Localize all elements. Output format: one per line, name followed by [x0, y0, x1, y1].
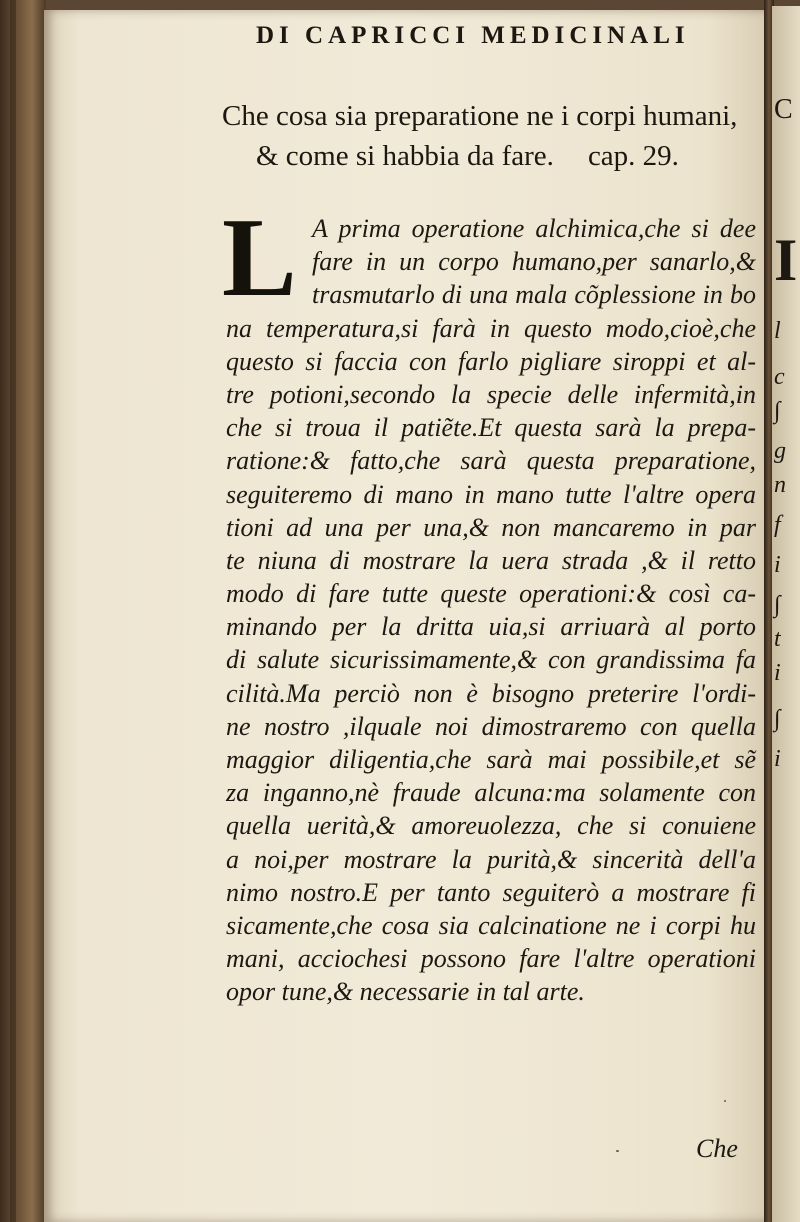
- running-head: DI CAPRICCI MEDICINALI: [256, 22, 690, 49]
- text-line: cilità.Ma perciò non è bisogno preterire l'ordi-: [226, 678, 756, 708]
- next-page-fragment: i: [774, 660, 781, 686]
- text-line: nimo nostro.E per tanto seguiterò a mostrare fi: [226, 877, 756, 907]
- body-text: [226, 212, 756, 1009]
- text-line: tre potioni,secondo la specie delle infermità,in: [226, 379, 756, 409]
- text-line: A prima operatione alchimica,che si dee: [312, 214, 756, 243]
- chapter-title-text: & come si habbia da fare.: [256, 140, 554, 172]
- text-line: questo si faccia con farlo pigliare siroppi et al-: [226, 346, 756, 376]
- next-page-fragment: c: [774, 364, 785, 390]
- text-line: mani, acciochesi possono fare l'altre operationi: [226, 944, 756, 974]
- text-line: tioni ad una per una,& non mancaremo in par: [226, 512, 756, 542]
- text-line: a noi,per mostrare la purità,& sincerità dell'a: [226, 844, 756, 874]
- chapter-title-line: Che cosa sia preparatione ne i corpi humani,: [222, 100, 738, 132]
- text-line: sicamente,che cosa sia calcinatione ne i corpi hu: [226, 910, 756, 940]
- next-page-fragment: f: [774, 512, 781, 538]
- text-line: ratione:& fatto,che sarà questa preparatione,: [226, 446, 756, 476]
- binding-shadow: [10, 0, 16, 1222]
- next-page-fragment: C: [774, 94, 793, 125]
- next-page-fragment: n: [774, 472, 786, 498]
- text-line: quella uerità,& amoreuolezza, che si conuiene: [226, 811, 756, 841]
- text-line: che si troua il patiẽte.Et questa sarà la prepa-: [226, 413, 756, 443]
- text-line: modo di fare tutte queste operationi:& così ca-: [226, 579, 756, 609]
- next-page-fragment: l: [774, 318, 781, 344]
- chapter-number: cap. 29.: [587, 140, 679, 172]
- chapter-title: [222, 96, 762, 176]
- text-line: te niuna di mostrare la uera strada ,& il retto: [226, 545, 756, 575]
- left-page-edge: [0, 0, 46, 1222]
- text-line: opor tune,& necessarie in tal arte.: [226, 977, 585, 1007]
- text-line: na temperatura,si farà in questo modo,cioè,che: [226, 313, 756, 343]
- text-line: minando per la dritta uia,si arriuarà al porto: [226, 612, 756, 642]
- next-page-fragment: I: [774, 227, 798, 293]
- text-line: trasmutarlo di una mala cõplessione in bo: [312, 280, 756, 310]
- next-page-edge: [772, 6, 800, 1222]
- drop-cap: L: [222, 196, 297, 320]
- next-page-fragment: g: [774, 438, 786, 464]
- text-line: seguiteremo di mano in mano tutte l'altre opera: [226, 479, 756, 509]
- text-line: ne nostro ,ilquale noi dimostraremo con quella: [226, 711, 756, 741]
- chapter-title-line: [222, 136, 762, 176]
- catchword: Che: [696, 1134, 738, 1163]
- ink-speck: [616, 1150, 619, 1152]
- text-line: fare in un corpo humano,per sanarlo,&: [312, 247, 756, 277]
- ink-speck: [724, 1100, 726, 1102]
- text-line: di salute sicurissimamente,& con grandissima fa: [226, 645, 756, 675]
- next-page-fragment: ∫: [774, 398, 781, 424]
- text-line: maggior diligentia,che sarà mai possibile,et sẽ: [226, 745, 756, 774]
- next-page-fragment: ∫: [774, 706, 781, 732]
- next-page-fragment: t: [774, 626, 781, 652]
- text-line: za inganno,nè fraude alcuna:ma solamente con: [226, 778, 756, 808]
- next-page-fragment: i: [774, 746, 781, 772]
- next-page-fragment: i: [774, 552, 781, 578]
- next-page-fragment: ∫: [774, 592, 781, 618]
